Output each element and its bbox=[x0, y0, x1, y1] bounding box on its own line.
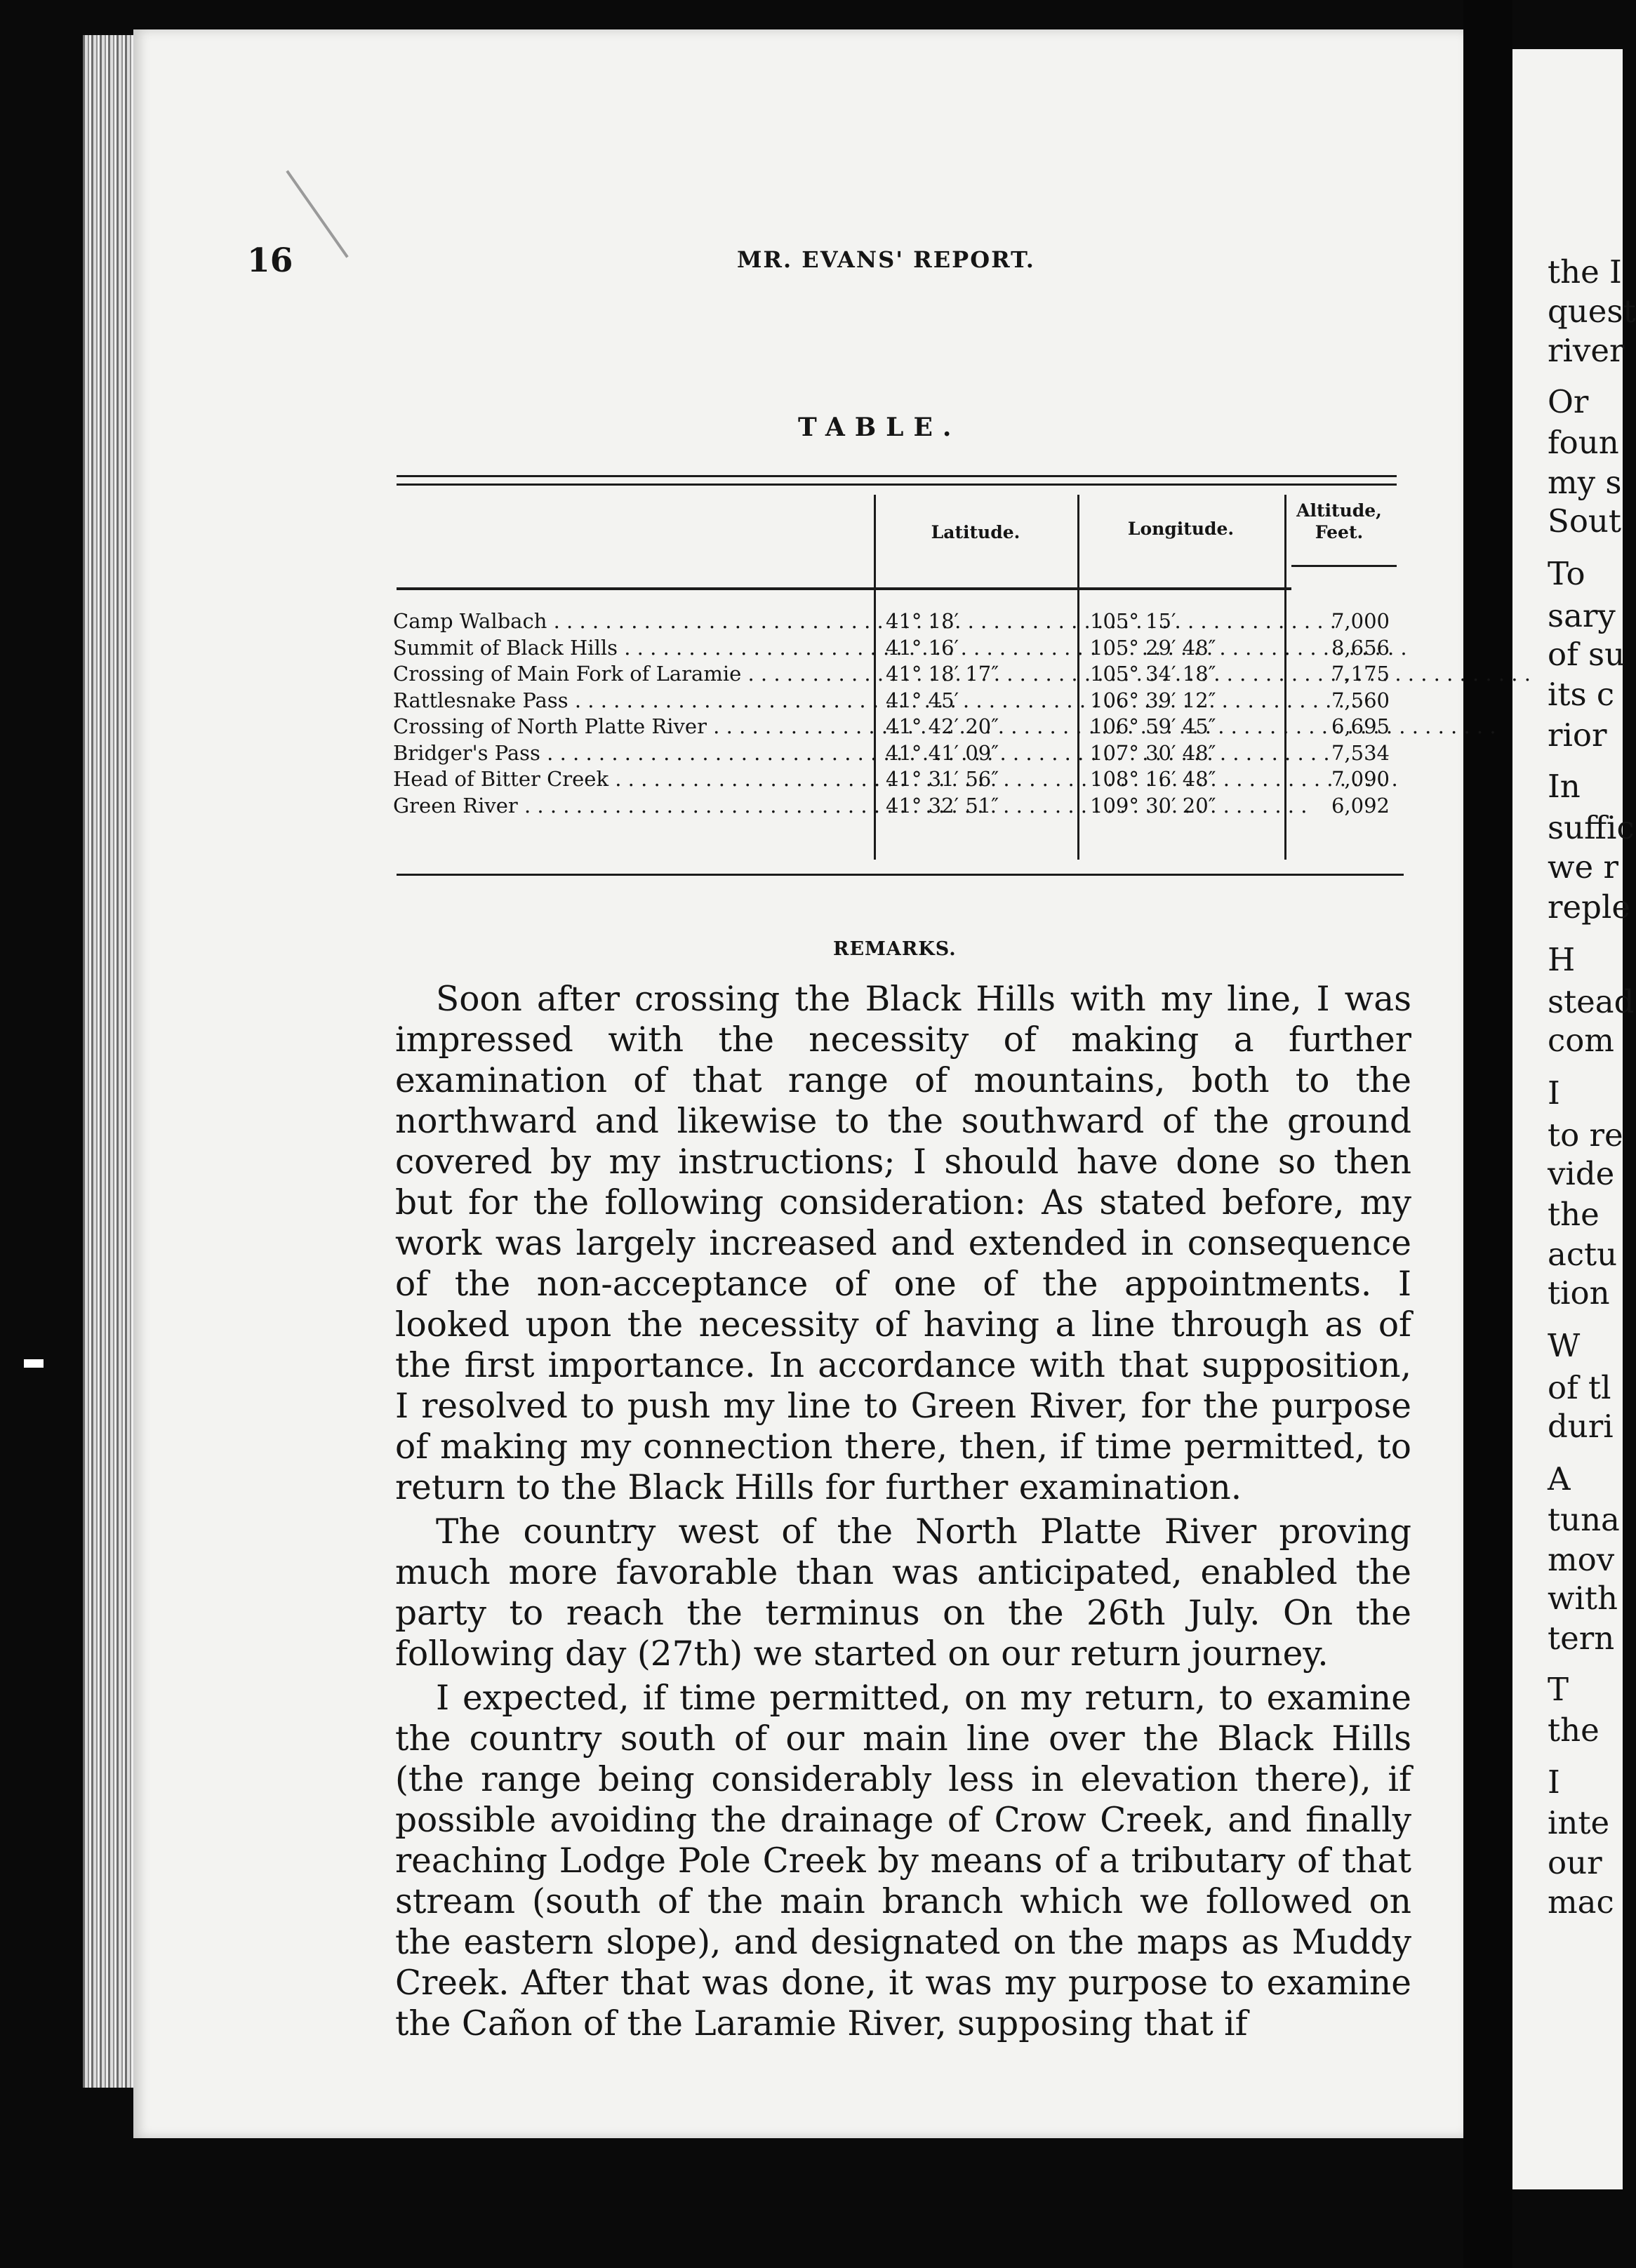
paragraph: The country west of the North Platte River proving much more favorable than was anticipated, enabled the party to reach the terminus on the 26th July. On the following day (27th) we started on our return journey. bbox=[395, 1512, 1411, 1674]
row-altitude: 7,560 bbox=[1331, 688, 1390, 712]
altitude-header-line1: Altitude, bbox=[1296, 500, 1382, 521]
page-number: 16 bbox=[247, 241, 293, 280]
facing-page-line: stead bbox=[1548, 983, 1635, 1020]
remarks-body bbox=[395, 979, 1411, 2044]
row-longitude: 106° 39′ 12″ bbox=[1090, 688, 1216, 712]
row-longitude: 105° 29′ 48″ bbox=[1090, 635, 1216, 660]
row-place-name: Crossing of Main Fork of Laramie . . . bbox=[393, 662, 870, 686]
facing-page bbox=[1512, 49, 1636, 2189]
table-bottom-rule bbox=[397, 874, 1404, 876]
facing-page-line: Or bbox=[1548, 383, 1589, 420]
facing-page-line: the bbox=[1548, 1712, 1600, 1749]
facing-page-line: its c bbox=[1548, 676, 1615, 713]
facing-page-line: river bbox=[1548, 332, 1625, 369]
page-mark bbox=[24, 1359, 44, 1368]
facing-page-line: A bbox=[1548, 1460, 1571, 1497]
paragraph: Soon after crossing the Black Hills with my line, I was impressed with the necessity of making a further examination of that range of mountains, both to the northward and likewise to the southward of the ground covered by my instructions; I should have done so then but for the following consideration: As stated before, my work was largely increased and extended in consequence of the non-acceptance of one of the appointments. I looked upon the necessity of having a line through as of the first importance. In accordance with that supposition, I resolved to push my line to Green River, for the purpose of making my connection there, then, if time permitted, to return to the Black Hills for further examination. bbox=[395, 980, 1411, 1507]
facing-page-line: our bbox=[1548, 1844, 1602, 1881]
facing-page-line: To bbox=[1548, 555, 1585, 592]
row-longitude: 107° 30′ 48″ bbox=[1090, 740, 1216, 765]
row-longitude: 109° 30′ 20″ bbox=[1090, 793, 1216, 818]
facing-page-line: inte bbox=[1548, 1804, 1610, 1841]
facing-page-line: Sout bbox=[1548, 502, 1621, 540]
row-place-name: Bridger's Pass . . . bbox=[393, 741, 870, 765]
row-place-name: Green River . . . bbox=[393, 794, 870, 818]
row-altitude: 6,695 bbox=[1331, 714, 1390, 738]
altitude-underline bbox=[1291, 565, 1397, 567]
facing-page-line: my s bbox=[1548, 464, 1622, 501]
facing-page-line: duri bbox=[1548, 1408, 1614, 1445]
row-latitude: 41° 32′ 51″ bbox=[886, 793, 999, 818]
row-latitude: 41° 18′ bbox=[886, 609, 959, 633]
facing-page-line: the I bbox=[1548, 253, 1622, 291]
facing-page-line: suffic bbox=[1548, 809, 1635, 846]
facing-page-line: I bbox=[1548, 1763, 1560, 1801]
column-header-longitude: Longitude. bbox=[1127, 519, 1235, 539]
facing-page-line: we r bbox=[1548, 848, 1618, 886]
row-altitude: 7,175 bbox=[1331, 662, 1390, 686]
facing-page-line: vide bbox=[1548, 1155, 1615, 1192]
facing-page-line: tion bbox=[1548, 1274, 1610, 1312]
row-altitude: 8,656 bbox=[1331, 635, 1390, 660]
row-longitude: 106° 59′ 45″ bbox=[1090, 714, 1216, 738]
row-place-name: Crossing of North Platte River . . . bbox=[393, 714, 870, 738]
facing-page-line: H bbox=[1548, 941, 1576, 978]
row-latitude: 41° 42′ 20″ bbox=[886, 714, 999, 738]
book-gutter bbox=[1463, 0, 1512, 2268]
row-latitude: 41° 31′ 56″ bbox=[886, 767, 999, 791]
facing-page-line: com bbox=[1548, 1022, 1614, 1059]
column-header-altitude bbox=[1286, 500, 1392, 544]
row-place-name: Head of Bitter Creek . . . bbox=[393, 767, 870, 791]
facing-page-line: reple bbox=[1548, 888, 1630, 926]
table-top-rule-double bbox=[397, 483, 1397, 486]
altitude-header-line2: Feet. bbox=[1315, 522, 1364, 543]
row-latitude: 41° 45′ bbox=[886, 688, 959, 712]
facing-page-line: the bbox=[1548, 1196, 1600, 1233]
facing-page-line: rior bbox=[1548, 716, 1607, 754]
table-title: TABLE. bbox=[798, 413, 962, 442]
row-place-name: Camp Walbach . . . bbox=[393, 609, 870, 633]
facing-page-line: sary bbox=[1548, 597, 1616, 634]
row-longitude: 108° 16′ 48″ bbox=[1090, 767, 1216, 791]
facing-page-line: with bbox=[1548, 1580, 1618, 1617]
row-altitude: 7,090 bbox=[1331, 767, 1390, 791]
facing-page-line: of tl bbox=[1548, 1369, 1611, 1406]
header-bottom-rule bbox=[397, 587, 1291, 590]
column-header-latitude: Latitude. bbox=[931, 522, 1020, 542]
row-place-name: Summit of Black Hills . . . bbox=[393, 636, 870, 660]
row-latitude: 41° 16′ bbox=[886, 635, 959, 660]
row-altitude: 7,534 bbox=[1331, 740, 1390, 765]
facing-page-line: of su bbox=[1548, 636, 1625, 673]
facing-page-line: mac bbox=[1548, 1883, 1614, 1921]
remarks-heading: REMARKS. bbox=[833, 938, 957, 960]
facing-page-line: T bbox=[1548, 1671, 1569, 1708]
row-longitude: 105° 15′ bbox=[1090, 609, 1176, 633]
facing-page-line: In bbox=[1548, 768, 1581, 805]
facing-page-line: quest bbox=[1548, 293, 1636, 330]
running-head: MR. EVANS' REPORT. bbox=[737, 246, 1035, 273]
row-altitude: 6,092 bbox=[1331, 793, 1390, 818]
facing-page-line: I bbox=[1548, 1074, 1560, 1112]
table-top-rule bbox=[397, 475, 1397, 477]
paragraph: I expected, if time permitted, on my return, to examine the country south of our main line over the Black Hills (the range being considerably less in elevation there), if possible avoiding the drainage of Crow Creek, and finally reaching Lodge Pole Creek by means of a tributary of that stream (south of the main branch which we followed on the eastern slope), and designated on the maps as Muddy Creek. After that was done, it was my purpose to examine the Cañon of the Laramie River, supposing that if bbox=[395, 1679, 1411, 2043]
facing-page-line: mov bbox=[1548, 1541, 1615, 1578]
facing-page-line: tuna bbox=[1548, 1501, 1620, 1538]
facing-page-line: W bbox=[1548, 1327, 1581, 1364]
row-latitude: 41° 41′ 09″ bbox=[886, 740, 999, 765]
row-place-name: Rattlesnake Pass . . . bbox=[393, 688, 870, 712]
row-altitude: 7,000 bbox=[1331, 609, 1390, 633]
row-longitude: 105° 34′ 18″ bbox=[1090, 662, 1216, 686]
facing-page-line: foun bbox=[1548, 424, 1619, 461]
row-latitude: 41° 18′ 17″ bbox=[886, 662, 999, 686]
facing-page-line: tern bbox=[1548, 1620, 1615, 1657]
facing-page-line: to re bbox=[1548, 1116, 1623, 1154]
facing-page-line: actu bbox=[1548, 1236, 1618, 1273]
